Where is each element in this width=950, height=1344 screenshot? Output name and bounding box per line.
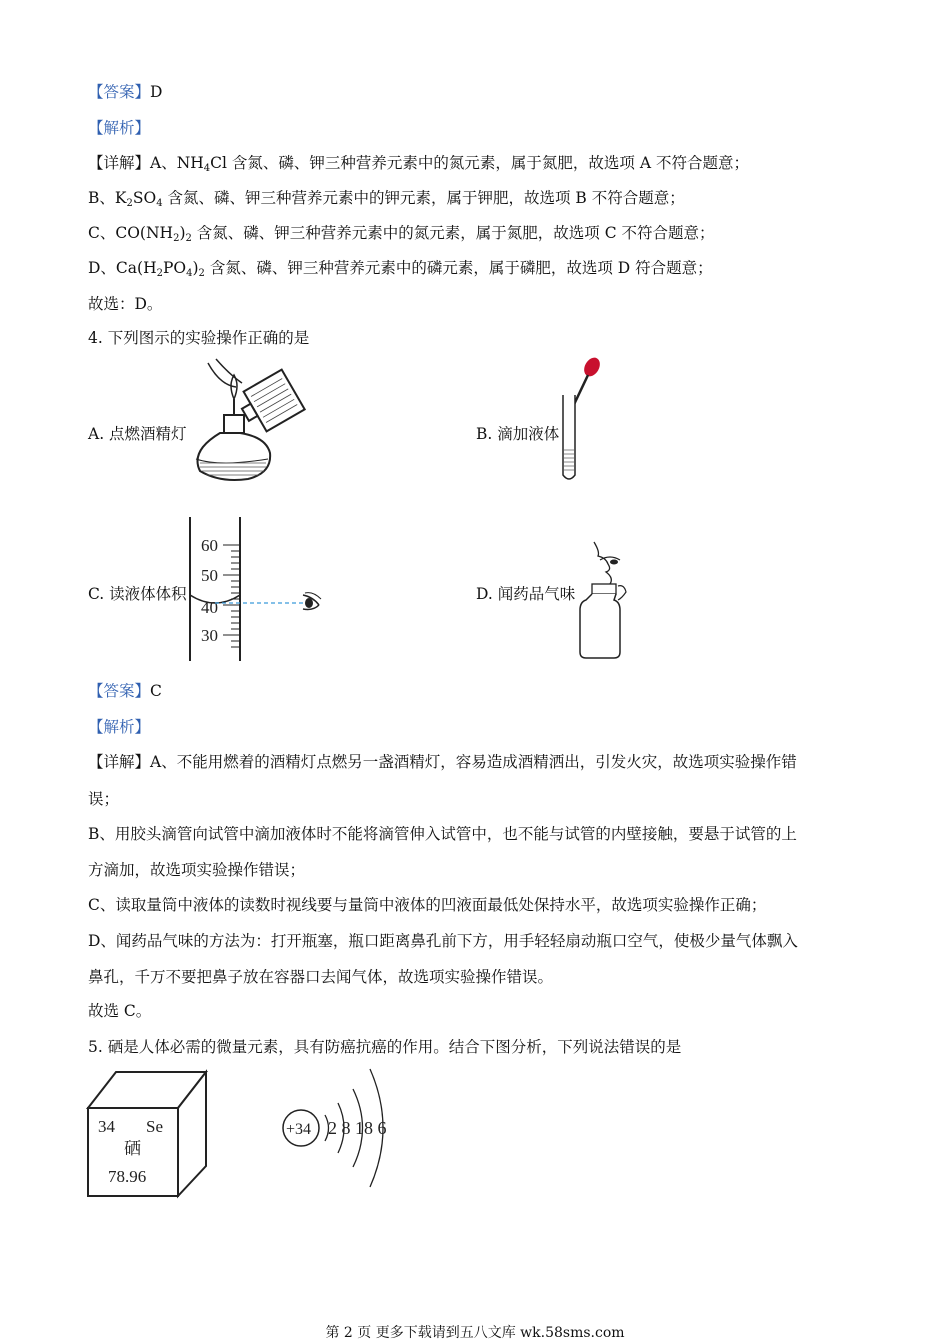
q4-analysis-tag: 【解析】: [88, 718, 151, 736]
q4-stem: 4. 下列图示的实验操作正确的是: [88, 329, 310, 347]
element-symbol: Se: [146, 1117, 163, 1136]
q4-detail-b-2: 方滴加，故选项实验操作错误；: [88, 861, 306, 879]
q3-detail-c: C、$CO(NH_2)_2$ 含氮、磷、钾三种营养元素中的氮元素，属于氮肥，故选项 C 不符合题意；: [88, 224, 715, 244]
q3-detail-d: D、$Ca(H_2PO_4)_2$ 含氮、磷、钾三种营养元素中的磷元素，属于磷肥，故选项 D 符合题意；: [88, 259, 713, 279]
q4-detail-c: C、读取量筒中液体的读数时视线要与量筒中液体的凹液面最低处保持水平，故选项实验操作正确；: [88, 896, 767, 914]
nucleus-charge: +34: [286, 1121, 312, 1138]
alcohol-lamp-figure: [180, 355, 310, 485]
q4-detail-b-1: B、用胶头滴管向试管中滴加液体时不能将滴管伸入试管中，也不能与试管的内壁接触，要悬于试管的上: [88, 825, 797, 843]
q3-answer: 【答案】D: [88, 83, 163, 101]
dropper-test-tube-figure: [555, 355, 605, 485]
q4-option-b: B. 滴加液体: [476, 425, 560, 443]
atomic-number: 34: [98, 1117, 115, 1136]
q4-answer: 【答案】C: [88, 682, 162, 700]
q3-detail-a: 【详解】A、$NH_4Cl$ 含氮、磷、钾三种营养元素中的氮元素，属于氮肥，故选项 A 不符合题意；: [88, 154, 749, 174]
q4-detail-a-1: 【详解】A、不能用燃着的酒精灯点燃另一盏酒精灯，容易造成酒精洒出，引发火灾，故选项实验操作错: [88, 753, 797, 771]
q4-detail-a-2: 误；: [88, 790, 120, 808]
page-footer: 第 2 页 更多下载请到五八文库 wk.58sms.com: [325, 1325, 625, 1341]
q5-stem: 5. 硒是人体必需的微量元素，具有防癌抗癌的作用。结合下图分析，下列说法错误的是: [88, 1038, 682, 1056]
element-cell-figure: [86, 1070, 210, 1198]
q4-option-a: A. 点燃酒精灯: [88, 425, 187, 443]
q4-option-d: D. 闻药品气味: [476, 585, 576, 603]
q4-detail-d-2: 鼻孔，千万不要把鼻子放在容器口去闻气体，故选项实验操作错误。: [88, 968, 554, 986]
q3-detail-b: B、$K_2SO_4$ 含氮、磷、钾三种营养元素中的钾元素，属于钾肥，故选项 B 不符合题意；: [88, 189, 685, 209]
q3-analysis-tag: 【解析】: [88, 119, 151, 137]
q3-conclusion: 故选：D。: [88, 295, 163, 313]
shell-electrons: 2 8 18 6: [328, 1118, 387, 1138]
tick-label-50: 50: [201, 566, 218, 585]
atomic-mass: 78.96: [108, 1167, 147, 1186]
tick-label-30: 30: [201, 626, 218, 645]
tick-label-60: 60: [201, 536, 218, 555]
q4-conclusion: 故选 C。: [88, 1002, 152, 1020]
graduated-cylinder-figure: [185, 515, 335, 663]
tick-label-40: 40: [201, 598, 218, 617]
q4-option-c: C. 读液体体积: [88, 585, 187, 603]
q4-detail-d-1: D、闻药品气味的方法为：打开瓶塞，瓶口距离鼻孔前下方，用手轻轻扇动瓶口空气，使极少量气体飘入: [88, 932, 798, 950]
element-name: 硒: [124, 1139, 141, 1159]
smell-bottle-figure: [578, 540, 638, 662]
atom-structure-figure: [280, 1065, 410, 1191]
